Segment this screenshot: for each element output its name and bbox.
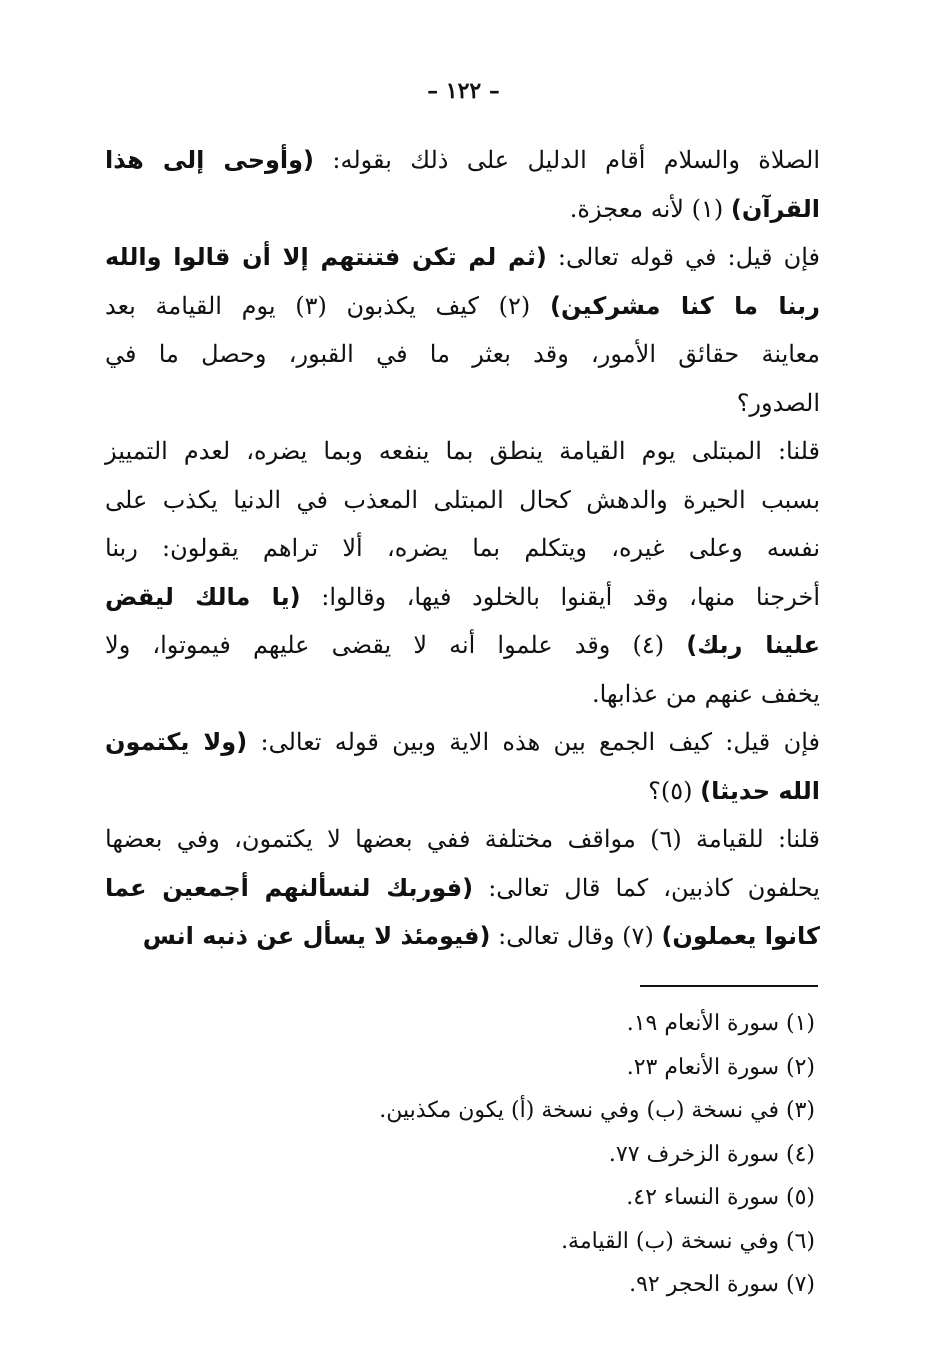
text-segment: قلنا: المبتلى يوم القيامة ينطق بما ينفعه وبما يضره، لعدم التمييز <box>105 437 821 465</box>
text-segment: أخرجنا منها، وقد أيقنوا بالخلود فيها، وقالوا: <box>300 582 820 611</box>
text-segment: فإن قيل: في قوله تعالى: <box>546 243 820 271</box>
footnote: (١) سورة الأنعام ١٩. <box>626 1011 815 1036</box>
quran-quote: القرآن) <box>730 194 820 223</box>
text-line <box>105 185 820 234</box>
text-line <box>105 912 820 961</box>
text-line <box>105 621 820 670</box>
text-line <box>105 864 820 913</box>
text-segment: بسبب الحيرة والدهش كحال المبتلى المعذب في الدنيا يكذب على <box>105 485 820 514</box>
text-line <box>105 427 820 476</box>
footnote: (٥) سورة النساء ٤٢. <box>626 1185 815 1210</box>
text-segment: فإن قيل: كيف الجمع بين هذه الاية وبين قوله تعالى: <box>247 728 820 756</box>
text-line <box>105 573 820 622</box>
quran-quote: (يا مالك ليقض <box>105 582 301 611</box>
text-line <box>105 282 820 331</box>
footnotes <box>200 1002 815 1307</box>
text-line <box>105 476 820 525</box>
text-segment: (١) لأنه معجزة. <box>569 194 731 223</box>
text-line <box>105 670 820 719</box>
main-text <box>105 136 820 961</box>
text-line <box>105 767 820 816</box>
paragraph <box>105 427 820 718</box>
quran-quote: ربنا ما كنا مشركين) <box>549 291 820 320</box>
footnote: (٣) في نسخة (ب) وفي نسخة (أ) يكون مكذبين. <box>379 1098 815 1123</box>
text-segment: الصلاة والسلام أقام الدليل على ذلك بقوله: <box>314 146 820 174</box>
quran-quote: علينا ربك) <box>686 631 821 659</box>
text-line <box>105 233 820 282</box>
quran-quote: الله حديثا) <box>700 776 820 805</box>
paragraph <box>105 233 820 427</box>
quran-quote: (فيومئذ لا يسأل عن ذنبه انس <box>142 922 491 950</box>
text-line <box>105 524 820 573</box>
paragraph <box>105 718 820 815</box>
text-segment: يخفف عنهم من عذابها. <box>591 679 820 708</box>
quran-quote: (ثم لم تكن فتنتهم إلا أن قالوا والله <box>105 243 547 271</box>
text-line <box>105 718 820 767</box>
text-segment: (٥)؟ <box>648 776 701 805</box>
text-segment: (٤) وقد علموا أنه لا يقضى عليهم فيموتوا، ولا <box>105 631 687 659</box>
footnote-divider <box>640 985 818 987</box>
quran-quote: (وأوحى إلى هذا <box>105 146 315 174</box>
quran-quote: (فوربك لنسألنهم أجمعين عما <box>105 873 474 902</box>
text-segment: الصدور؟ <box>736 388 820 417</box>
footnote: (٤) سورة الزخرف ٧٧. <box>608 1141 815 1167</box>
text-segment: (٢) كيف يكذبون (٣) يوم القيامة بعد <box>105 291 550 320</box>
paragraph <box>105 136 820 233</box>
footnote: (٧) سورة الحجر ٩٢. <box>629 1272 815 1297</box>
text-line <box>105 330 820 379</box>
quran-quote: كانوا يعملون) <box>661 922 820 950</box>
text-segment: معاينة حقائق الأمور، وقد بعثر ما في القبور، وحصل ما في <box>105 340 820 368</box>
text-line <box>105 815 820 864</box>
text-segment: (٧) وقال تعالى: <box>490 922 662 950</box>
footnote: (٦) وفي نسخة (ب) القيامة. <box>561 1228 815 1254</box>
text-line <box>105 379 820 428</box>
quran-quote: (ولا يكتمون <box>105 728 248 756</box>
paragraph <box>105 815 820 961</box>
text-segment: نفسه وعلى غيره، ويتكلم بما يضره، ألا تراهم يقولون: ربنا <box>105 534 820 562</box>
text-segment: قلنا: للقيامة (٦) مواقف مختلفة ففي بعضها لا يكتمون، وفي بعضها <box>105 825 820 853</box>
text-segment: يحلفون كاذبين، كما قال تعالى: <box>473 873 820 902</box>
footnote: (٢) سورة الأنعام ٢٣. <box>626 1054 815 1080</box>
text-line <box>105 136 820 185</box>
page-number: – ١٢٢ – <box>427 78 500 104</box>
